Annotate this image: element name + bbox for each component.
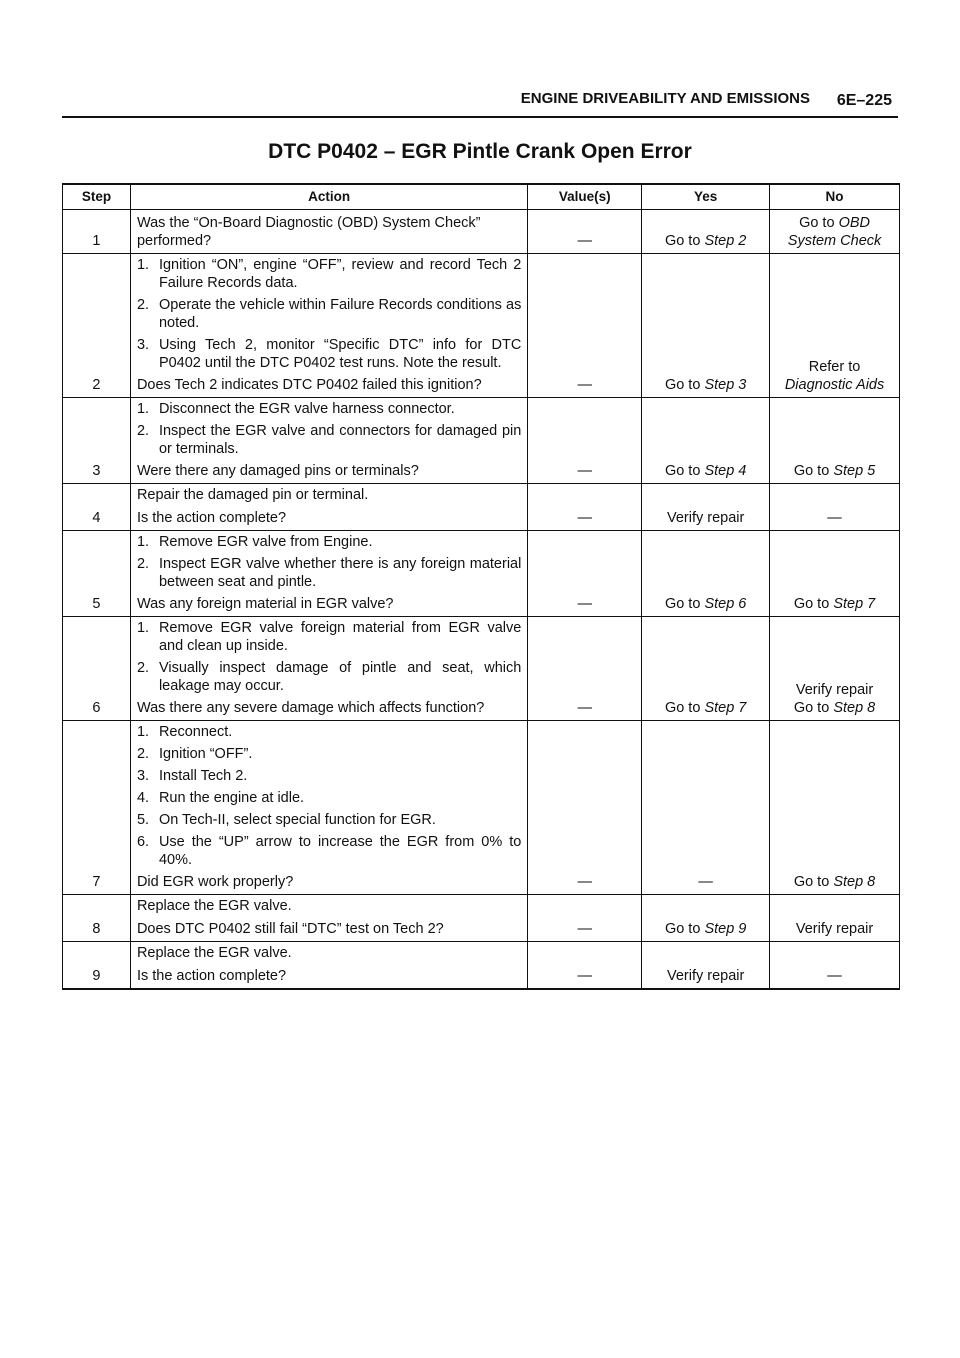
table-row (63, 721, 900, 895)
action-step-number: 4. (136, 790, 150, 806)
yes-cell (642, 210, 770, 254)
no-outcome-text: — (827, 510, 842, 526)
action-step-text: Remove EGR valve foreign material from EGR valve and clean up inside. (158, 620, 522, 654)
no-outcome (776, 509, 893, 527)
no-outcome-text: Refer to (808, 359, 861, 375)
action-cell (130, 942, 527, 990)
action-question: Is the action complete? (136, 510, 287, 526)
table-row (63, 942, 900, 990)
no-outcome (776, 699, 893, 717)
yes-cell (642, 398, 770, 484)
yes-cell (642, 484, 770, 531)
no-outcome (776, 920, 893, 938)
action-step-number: 1. (136, 534, 150, 550)
action-step-number: 5. (136, 812, 150, 828)
action-step-number: 2. (136, 423, 150, 439)
table-header-row (63, 184, 900, 210)
step-number: 6 (63, 617, 131, 721)
action-step-text: Disconnect the EGR valve harness connector. (158, 401, 455, 417)
no-outcome-text: Verify repair (795, 921, 874, 937)
yes-outcome-reference: Step 2 (704, 233, 747, 249)
value-cell: — (528, 531, 642, 617)
action-step-number: 1. (136, 257, 150, 273)
action-step-item (137, 555, 521, 591)
action-step-text: Run the engine at idle. (158, 790, 305, 806)
action-step-number: 3. (136, 768, 150, 784)
action-step-text: Install Tech 2. (158, 768, 248, 784)
action-cell (130, 531, 527, 617)
action-question: Were there any damaged pins or terminals? (136, 463, 419, 479)
yes-cell (642, 895, 770, 942)
step-number: 5 (63, 531, 131, 617)
value-cell: — (528, 895, 642, 942)
action-question: Does Tech 2 indicates DTC P0402 failed this ignition? (136, 377, 482, 393)
no-outcome-reference: Step 8 (833, 874, 876, 890)
yes-cell (642, 721, 770, 895)
no-outcome-reference: Step 8 (833, 700, 876, 716)
table-row (63, 254, 900, 398)
yes-outcome-text: Go to (664, 377, 705, 393)
table-body (63, 210, 900, 990)
table-row (63, 398, 900, 484)
yes-cell (642, 942, 770, 990)
yes-outcome (648, 232, 763, 250)
no-outcome-text: Go to (793, 700, 834, 716)
no-cell (770, 895, 900, 942)
no-outcome-text: — (827, 968, 842, 984)
step-number: 2 (63, 254, 131, 398)
action-question: Does DTC P0402 still fail “DTC” test on Tech 2? (136, 921, 444, 937)
action-step-number: 2. (136, 660, 150, 676)
column-header-action: Action (130, 184, 527, 210)
step-number: 1 (63, 210, 131, 254)
column-header-yes: Yes (642, 184, 770, 210)
section-title: ENGINE DRIVEABILITY AND EMISSIONS (520, 90, 810, 107)
step-number: 3 (63, 398, 131, 484)
no-outcome-text: Go to (793, 463, 834, 479)
diagnostic-table (62, 183, 900, 990)
action-step-text: Use the “UP” arrow to increase the EGR from 0% to 40%. (158, 834, 522, 868)
no-cell (770, 721, 900, 895)
no-outcome (776, 358, 893, 394)
action-step-text: Visually inspect damage of pintle and seat, which leakage may occur. (158, 660, 522, 694)
action-instruction: Repair the damaged pin or terminal. (136, 487, 369, 503)
action-question: Was there any severe damage which affects function? (136, 700, 485, 716)
yes-outcome (648, 699, 763, 717)
value-cell: — (528, 721, 642, 895)
value-cell: — (528, 942, 642, 990)
column-header-step: Step (63, 184, 131, 210)
no-cell (770, 254, 900, 398)
action-step-item (137, 533, 521, 551)
action-question: Is the action complete? (136, 968, 287, 984)
action-step-text: Inspect EGR valve whether there is any foreign material between seat and pintle. (158, 556, 522, 590)
no-outcome-text: Go to (793, 874, 834, 890)
action-step-item (137, 400, 521, 418)
no-cell (770, 617, 900, 721)
action-step-item (137, 659, 521, 695)
action-step-item (137, 811, 521, 829)
value-cell: — (528, 398, 642, 484)
table-row (63, 210, 900, 254)
no-outcome-text: Go to (793, 596, 834, 612)
value-cell: — (528, 484, 642, 531)
no-outcome-text: Go to (799, 215, 839, 231)
yes-outcome (648, 920, 763, 938)
yes-outcome (648, 462, 763, 480)
action-cell (130, 254, 527, 398)
no-outcome-reference: Diagnostic Aids (784, 377, 885, 393)
action-step-text: Inspect the EGR valve and connectors for damaged pin or terminals. (158, 423, 522, 457)
no-outcome-line: Verify repair (795, 682, 874, 698)
action-question: Was any foreign material in EGR valve? (136, 596, 394, 612)
action-step-number: 1. (136, 620, 150, 636)
yes-outcome (648, 509, 763, 527)
action-cell (130, 721, 527, 895)
action-step-number: 6. (136, 834, 150, 850)
action-step-text: Using Tech 2, monitor “Specific DTC” info for DTC P0402 until the DTC P0402 test runs. Note the result. (158, 337, 522, 371)
yes-outcome-reference: Step 7 (704, 700, 747, 716)
action-step-item (137, 789, 521, 807)
yes-outcome-text: Go to (664, 463, 705, 479)
action-step-text: Remove EGR valve from Engine. (158, 534, 373, 550)
no-outcome (776, 462, 893, 480)
value-cell: — (528, 210, 642, 254)
action-step-item (137, 833, 521, 869)
yes-outcome-reference: Step 3 (704, 377, 747, 393)
action-question: Did EGR work properly? (136, 874, 294, 890)
yes-outcome-text: Verify repair (666, 968, 745, 984)
yes-outcome-reference: Step 9 (704, 921, 747, 937)
yes-outcome (648, 595, 763, 613)
table-row (63, 895, 900, 942)
action-cell (130, 484, 527, 531)
table-row (63, 484, 900, 531)
table-row (63, 531, 900, 617)
action-step-text: Operate the vehicle within Failure Records conditions as noted. (158, 297, 522, 331)
action-step-number: 2. (136, 297, 150, 313)
action-step-text: Reconnect. (158, 724, 233, 740)
action-cell (130, 210, 527, 254)
no-outcome (776, 214, 893, 250)
action-cell (130, 617, 527, 721)
step-number: 8 (63, 895, 131, 942)
step-number: 9 (63, 942, 131, 990)
yes-outcome-reference: Step 4 (704, 463, 747, 479)
action-step-number: 2. (136, 556, 150, 572)
page-title: DTC P0402 – EGR Pintle Crank Open Error (268, 140, 692, 163)
action-question: Was the “On-Board Diagnostic (OBD) System Check” performed? (136, 215, 481, 249)
no-cell (770, 942, 900, 990)
value-cell: — (528, 254, 642, 398)
action-step-text: On Tech-II, select special function for EGR. (158, 812, 436, 828)
yes-cell (642, 531, 770, 617)
yes-outcome (648, 873, 763, 891)
yes-outcome (648, 376, 763, 394)
yes-outcome-text: Go to (664, 233, 705, 249)
yes-outcome-text: Verify repair (666, 510, 745, 526)
table-row (63, 617, 900, 721)
yes-outcome-text: Go to (664, 700, 705, 716)
yes-cell (642, 254, 770, 398)
action-step-item (137, 723, 521, 741)
action-instruction: Replace the EGR valve. (136, 898, 292, 914)
page-number: 6E–225 (836, 92, 892, 109)
action-step-number: 1. (136, 724, 150, 740)
yes-outcome (648, 967, 763, 985)
no-cell (770, 531, 900, 617)
no-outcome (776, 967, 893, 985)
yes-outcome-text: — (698, 874, 713, 890)
step-number: 4 (63, 484, 131, 531)
yes-outcome-text: Go to (664, 596, 705, 612)
action-instruction: Replace the EGR valve. (136, 945, 292, 961)
yes-cell (642, 617, 770, 721)
step-number: 7 (63, 721, 131, 895)
column-header-values: Value(s) (528, 184, 642, 210)
no-outcome (776, 873, 893, 891)
action-step-item (137, 745, 521, 763)
no-outcome-reference: OBD System Check (787, 215, 882, 249)
action-step-item (137, 336, 521, 372)
no-outcome-reference: Step 7 (833, 596, 876, 612)
action-step-item (137, 256, 521, 292)
yes-outcome-text: Go to (664, 921, 705, 937)
no-cell (770, 398, 900, 484)
action-step-item (137, 767, 521, 785)
action-step-text: Ignition “OFF”. (158, 746, 253, 762)
no-cell (770, 484, 900, 531)
action-step-item (137, 296, 521, 332)
action-step-number: 1. (136, 401, 150, 417)
action-step-item (137, 619, 521, 655)
action-step-text: Ignition “ON”, engine “OFF”, review and record Tech 2 Failure Records data. (158, 257, 522, 291)
action-step-number: 3. (136, 337, 150, 353)
page-header (62, 86, 898, 118)
no-cell (770, 210, 900, 254)
value-cell: — (528, 617, 642, 721)
no-outcome (776, 595, 893, 613)
column-header-no: No (770, 184, 900, 210)
action-step-item (137, 422, 521, 458)
action-cell (130, 895, 527, 942)
yes-outcome-reference: Step 6 (704, 596, 747, 612)
no-outcome-reference: Step 5 (833, 463, 876, 479)
action-step-number: 2. (136, 746, 150, 762)
action-cell (130, 398, 527, 484)
